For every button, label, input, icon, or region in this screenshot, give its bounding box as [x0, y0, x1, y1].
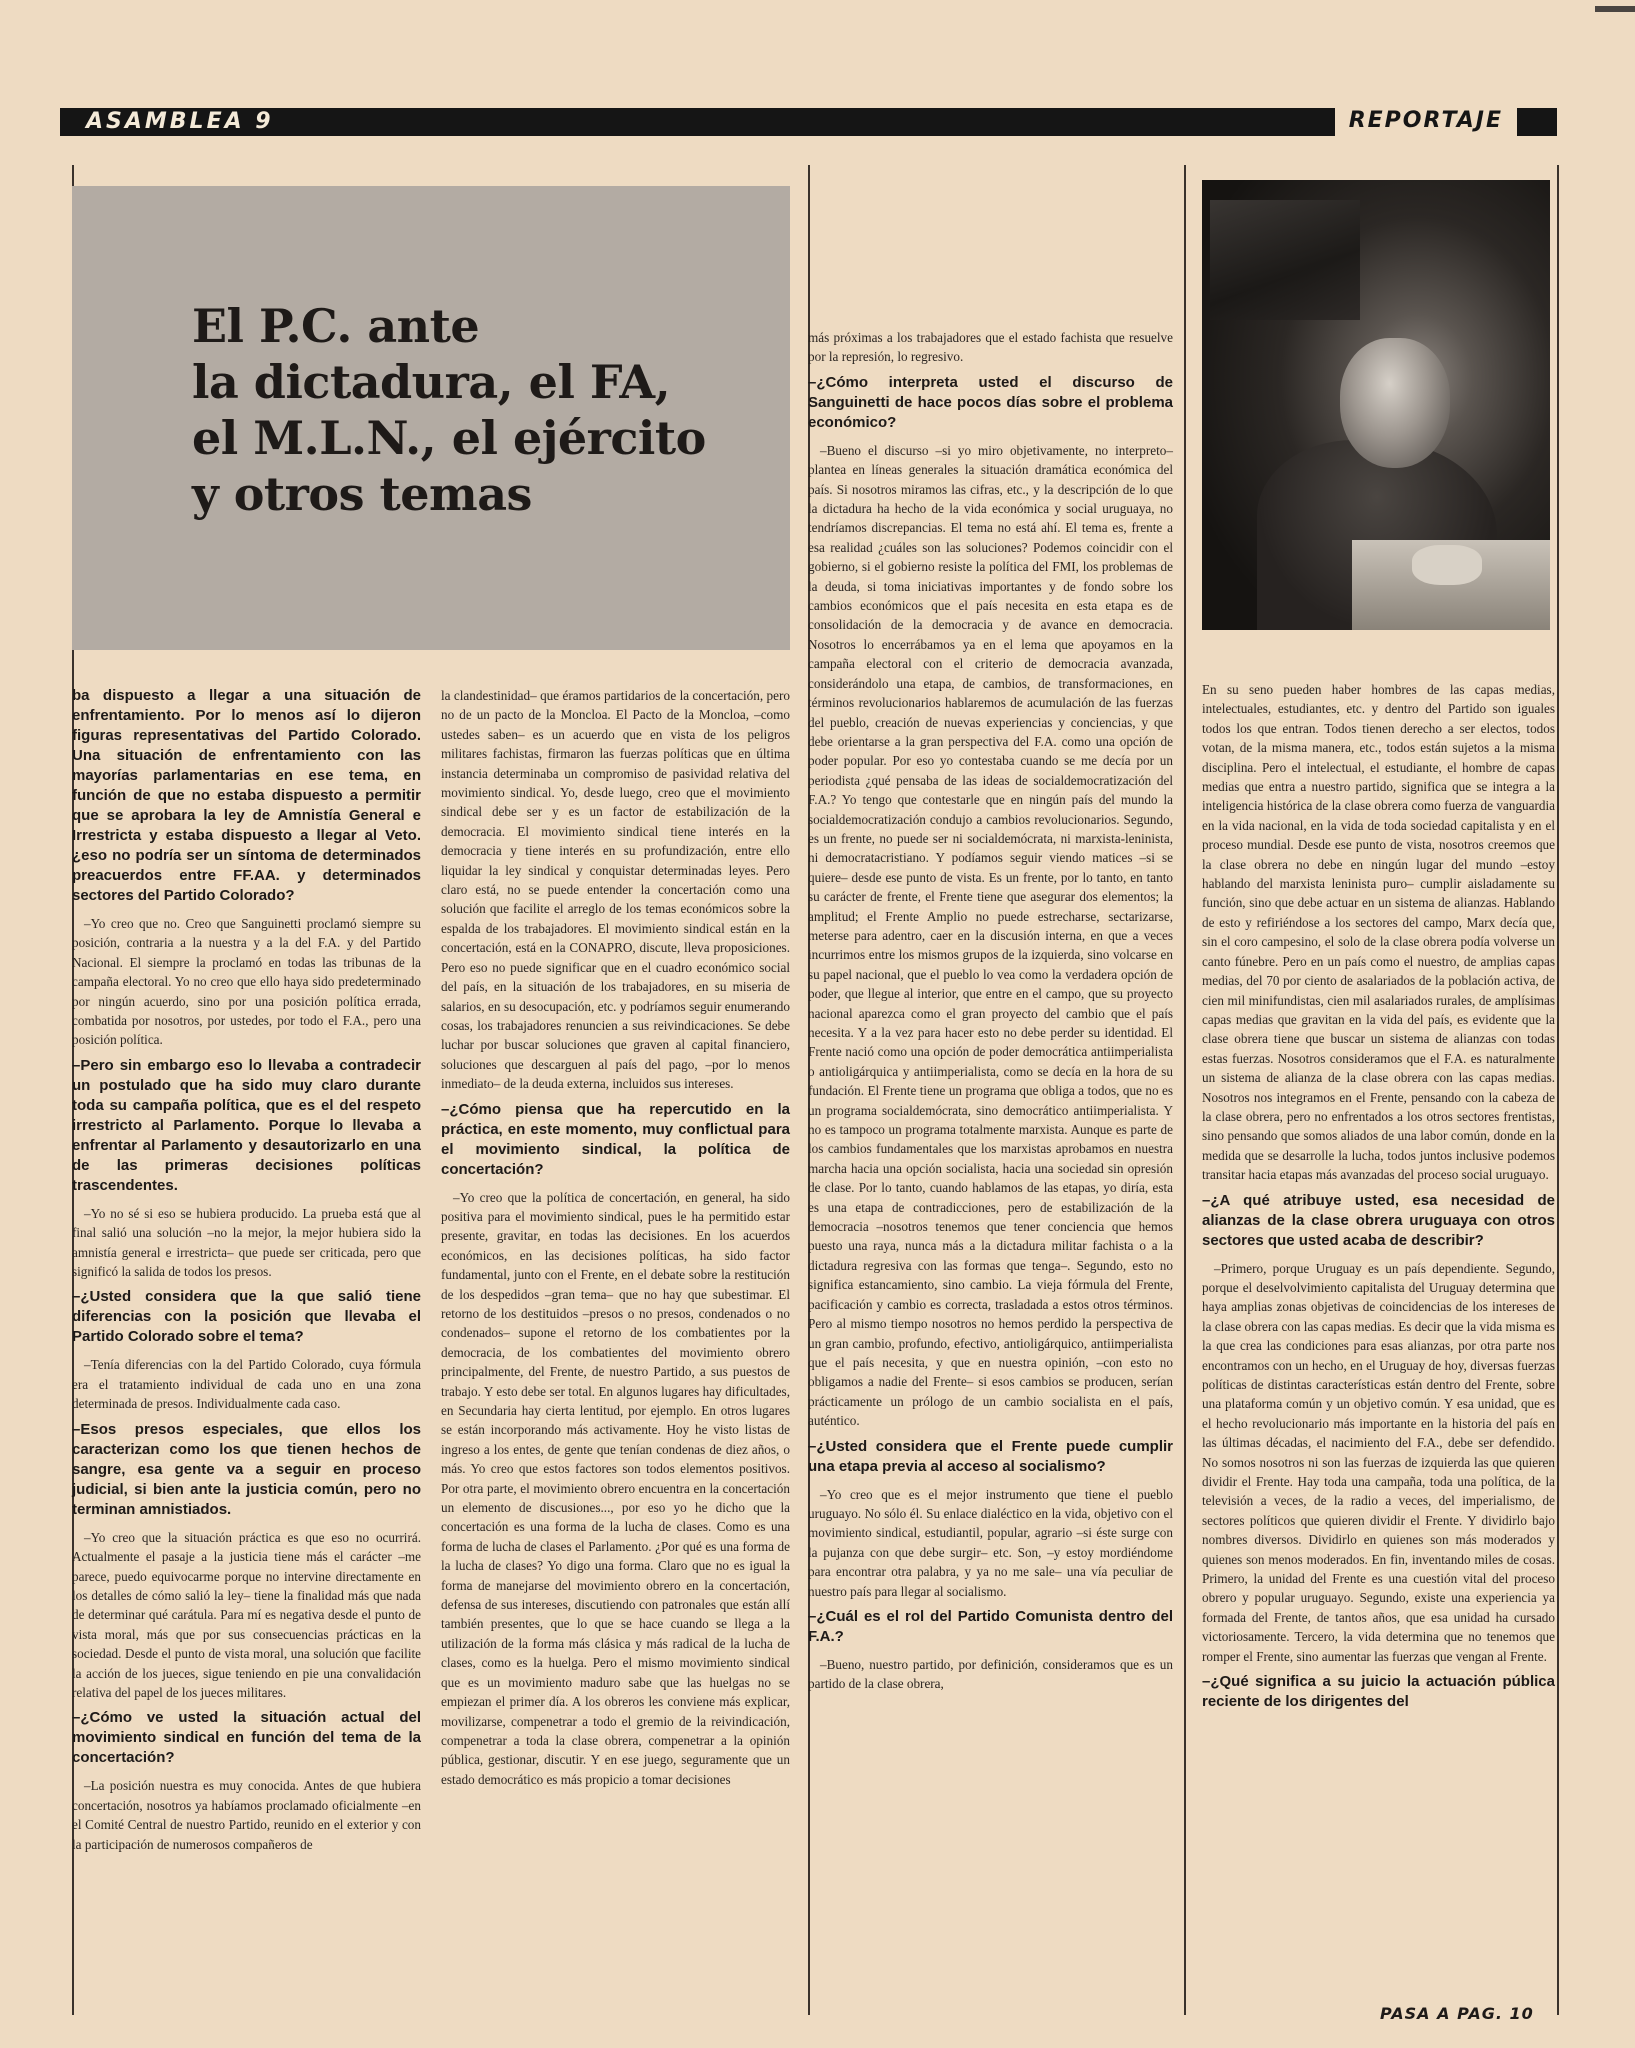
text-column-3 — [808, 328, 1173, 1698]
interview-answer: –Bueno, nuestro partido, por definición, consideramos que es un partido de la clase obrera, — [808, 1656, 1173, 1692]
headline — [192, 298, 706, 522]
page-edge-mark — [1595, 6, 1635, 12]
interview-question: –¿Usted considera que la que salió tiene diferencias con la posición que llevaba el Partido Colorado sobre el tema? — [72, 1288, 421, 1346]
interview-answer: –Yo creo que es el mejor instrumento que tiene el pueblo uruguayo. No sólo él. Su enlace dialéctico en la vida, objetivo con el movimiento sindical, estudiantil, popular, agrario –si éste surge con la pujanza con que debe surgir– etc. Son, –y estoy mordiéndome para encontrar otra palabra, y ya no me sale– una vía peculiar de nuestro país para llegar al socialismo. — [808, 1486, 1173, 1599]
interview-answer: –Bueno el discurso –si yo miro objetivamente, no interpreto– plantea en líneas generales la situación dramática económica del país. Si nosotros miramos las cifras, etc., y la descripción de lo que la dictadura ha hecho de la vida económica y social uruguaya, no tendríamos discrepancias. El tema no está ahí. El tema es, frente a esa realidad ¿cuáles son las soluciones? Podemos coincidir con el gobierno, si el gobierno resiste la política del FMI, los problemas de la deuda, si toma iniciativas importantes y de fondo sobre los cambios económicos que el país necesita en esta etapa es de consolidación de la democracia y de avance en democracia. Nosotros lo encerrábamos ya en el lema que apoyamos en la campaña electoral con el criterio de democracia avanzada, considerándolo una etapa, de cambios, de transformaciones, en términos revolucionarios hablaremos de acumulación de las fuerzas del pueblo, creación de nuevas experiencias y conciencias, y que debe orientarse a la gran perspectiva del F.A. como una opción de poder popular. Por eso yo contestaba cuando se me decía por un periodista ¿qué pensaba de las ideas de socialdemocratización del F.A.? Yo tengo que contestarle que en ningún país del mundo la socialdemocratización condujo a cambios revolucionarios. Segundo, es un frente, no puede ser ni socialdemócrata, ni marxista-leninista, ni democratacristiano. Y podíamos seguir viendo matices –si se quiere– desde ese punto de vista. Es un frente, por lo tanto, en tanto su carácter de frente, el Frente tiene que asegurar dos elementos; la amplitud; el Frente Amplio no puede estrecharse, sectarizarse, meterse para adentro, caer en la discusión interna, en que a veces incurrimos entre los mismos grupos de la izquierda, sino volcarse en su papel nacional, que el pueblo lo vea como la verdadera opción de poder, que llegue al interior, que entre en el campo, que su proyecto nacional aparezca como el gran proyecto del cambio que el país necesita. Y a la vez para hacer esto no debe perder su identidad. El Frente nació como una opción de poder democrática antiimperialista o antioligárquica y antiimperialista, como se decía en la hora de su fundación. El Frente tiene un programa que obliga a todos, que no es un programa socialdemócrata, sino democrático antiimperialista. Y no es tampoco un programa totalmente marxista. Aunque es parte de los cambios fundamentales que los marxistas aprobamos en nuestra marcha hacia una opción socialista, hacia una sociedad sin opresión de clase. Por lo tanto, cuando hablamos de las etapas, yo diría, esta es una etapa de contradicciones, pero de estabilización de la democracia –nosotros tenemos que tener conciencia que hemos puesto una raya, nunca más a la dictadura militar fachista o a la dictadura regresiva con las formas que tenga–. Segundo, esto no significa estancamiento, sino cambio. La vieja fórmula del Frente, pacificación y cambio es correcta, trasladada a estos otros términos. Pero al mismo tiempo nosotros no hemos perdido la perspectiva de un gran cambio, profundo, efectivo, antioligárquico, antiimperialista que el país necesita, y que en nuestra opinión, –con esto no obligamos a nadie del Frente– si esos cambios se producen, serían prácticamente un prólogo de un cambio socialista en el país, auténtico. — [808, 442, 1173, 1429]
interview-answer: –Primero, porque Uruguay es un país dependiente. Segundo, porque el deselvolvimiento capitalista del Uruguay determina que haya amplias zonas objetivas de coincidencias de los intereses de la clase obrera con las capas medias. Es decir que la vida misma es la que crea las condiciones para esas alianzas, por otra parte nos encontramos con un hecho, en el Uruguay de hoy, diversas fuerzas políticas de distintas características están dentro del Frente, sobre una plataforma común y un objetivo común. Y esa unidad, que es el hecho revolucionario más importante en la historia del país en las últimas décadas, el nacimiento del F.A., debe ser defendido. No somos nosotros ni son las fuerzas de izquierda las que quieren dividir el Frente. Hay toda una campaña, toda una política, de la televisión a veces, de la radio a veces, del imperialismo, de sectores políticos que quieren dividir el Frente. Y dividirlo bajo nombres diversos. Dividirlo en quienes son más moderados y quienes son menos moderados. En fin, inventando miles de cosas. Primero, la unidad del Frente es una cuestión vital del proceso obrero y popular uruguayo. Segundo, existe una experiencia ya formada del Frente, de tantos años, que esa unidad ha cursado victoriosamente. Tercero, la vida determina que no tenemos que romper el Frente, sino aumentar las fuerzas que vengan al Frente. — [1202, 1260, 1555, 1664]
section-label-right: REPORTAJE — [1335, 106, 1517, 136]
interview-question: –¿Cuál es el rol del Partido Comunista dentro del F.A.? — [808, 1607, 1173, 1645]
headline-line: la dictadura, el FA, — [192, 355, 671, 409]
text-column-2 — [441, 686, 790, 1793]
interview-question: –¿Usted considera que el Frente puede cumplir una etapa previa al acceso al socialismo? — [808, 1437, 1173, 1475]
interview-answer: –Tenía diferencias con la del Partido Colorado, cuya fórmula era el tratamiento individual de cada uno en una zona determinada de presos. Individualmente cada caso. — [72, 1357, 421, 1412]
headline-line: el M.L.N., el ejército — [192, 411, 706, 465]
text-column-1 — [72, 686, 421, 1858]
section-label-left: ASAMBLEA 9 — [86, 109, 274, 134]
photo-hands — [1412, 545, 1482, 585]
interview-question: –¿A qué atribuye usted, esa necesidad de alianzas de la clase obrera uruguaya con otros sectores que usted acaba de describir? — [1202, 1191, 1555, 1249]
interview-answer: –La posición nuestra es muy conocida. Antes de que hubiera concertación, nosotros ya habíamos proclamado oficialmente –en el Comité Central de nuestro Partido, reunido en el exterior y con la participación de numerosos compañeros de — [72, 1778, 421, 1852]
interview-answer: –Yo creo que la política de concertación, en general, ha sido positiva para el movimiento sindical, pues le ha permitido estar presente, gravitar, en todas las decisiones. En los acuerdos económicos, en las decisiones políticas, ha sido factor fundamental, junto con el Frente, en el debate sobre la restitución de los despedidos –gran tema– que no hay que subestimar. El retorno de los destituidos –presos o no presos, condenados o no condenados– supone el retorno de los combatientes por la democracia, de los combatientes del movimiento obrero principalmente, del Frente, de nuestro Partido, a sus puestos de trabajo. Y esto debe ser total. En algunos lugares hay dificultades, en Secundaria hay cierta lentitud, por ejemplo. En otros lugares se están incorporando más activamente. Hoy he visto listas de ingreso a los entes, de gente que tenían condenas de diez años, o más. Yo creo que estos factores son todos elementos positivos. Por otra parte, el movimiento obrero encuentra en la concertación un elemento de discusiones..., por eso yo he dicho que la concertación es una forma de la lucha de clases. Como es una forma de lucha de clases el Parlamento. ¿Por qué es una forma de la lucha de clases? Yo digo una forma. Claro que no es igual la forma de manejarse del movimiento obrero en la concertación, defensa de sus intereses, discutiendo con patronales que están allí también presentes, que lo que se hace cuando se llega a la utilización de la forma más clásica y más radical de la lucha de clases, como es la huelga. Pero el mismo movimiento sindical que es un movimiento maduro sabe que las huelgas no se empiezan el primer día. A los obreros les conviene más explicar, movilizarse, compenetrar a todo el gremio de la reivindicación, compenetrar a toda la clase obrera, compenetrar a la opinión pública, gestionar, discutir. Y en ese juego, seguramente que un estado democrático es más propicio a tomar decisiones — [441, 1189, 790, 1787]
interview-question: –¿Cómo piensa que ha repercutido en la práctica, en este momento, muy conflictual para el movimiento sindical, la política de concertación? — [441, 1100, 790, 1178]
interviewee-photo — [1202, 180, 1550, 630]
interview-question: ba dispuesto a llegar a una situación de enfrentamiento. Por lo menos así lo dijeron figuras representativas del Partido Colorado. Una situación de enfrentamiento con las mayorías parlamentarias en ese tema, en función de que no estaba dispuesto a permitir que se aprobara la ley de Amnistía General e Irrestricta y estaba dispuesto a llegar al Veto. ¿eso no podría ser un síntoma de determinados preacuerdos entre FF.AA. y determinados sectores del Partido Colorado? — [72, 687, 421, 904]
interview-question: –¿Cómo ve usted la situación actual del movimiento sindical en función del tema de la concertación? — [72, 1709, 421, 1767]
column-rule-3 — [1184, 165, 1186, 2015]
photo-background — [1210, 200, 1360, 320]
text-column-4 — [1202, 680, 1555, 1720]
interview-question: –¿Qué significa a su juicio la actuación pública reciente de los dirigentes del — [1202, 1673, 1555, 1711]
interview-answer: la clandestinidad– que éramos partidarios de la concertación, pero no de un pacto de la Moncloa. El Pacto de la Moncloa, –como ustedes saben– es un acuerdo que en vista de los peligros militares fachistas, firmaron las fuerzas políticas que en última instancia determinaba un compromiso de pasividad relativa del movimiento sindical. Yo, desde luego, creo que el movimiento sindical debe ser y es un factor de estabilización de la democracia. El movimiento sindical tiene interés en la democracia y tiene interés en su profundización, entre ello liquidar la ley sindical y conquistar determinadas leyes. Pero claro está, no se puede entender la concertación como una solución que facilite el arreglo de los temas económicos sobre la espalda de los trabajadores. El movimiento sindical están en la concertación, está en la CONAPRO, discute, lleva proposiciones. Pero eso no puede significar que en el cuadro económico social del país, en la situación de los trabajadores, en su miseria de salarios, en su desocupación, etc. y podríamos seguir enumerando cosas, los trabajadores renuncien a sus reivindicaciones. Se debe luchar por buscar soluciones que graven al capital financiero, soluciones que descarguen al país del pago, –por lo menos inmediato– de la deuda externa, incluidos sus intereses. — [441, 688, 790, 1092]
interview-question: –Esos presos especiales, que ellos los caracterizan como los que tienen hechos de sangre, esa gente va a seguir en proceso judicial, si bien ante la justicia común, pero no terminan amnistiados. — [72, 1420, 421, 1518]
interview-answer: –Yo creo que la situación práctica es que eso no ocurrirá. Actualmente el pasaje a la justicia tiene más el carácter –me parece, puedo equivocarme porque no intervine directamente en los detalles de cómo salió la ley– tiene la finalidad más que nada de determinar qué carátula. Para mí es negativa desde el punto de vista moral, más que por sus consecuencias prácticas en la sociedad. Desde el punto de vista moral, una solución que facilite la acción de los jueces, sigue teniendo en pie una convalidación relativa del papel de los jueces militares. — [72, 1529, 421, 1700]
interview-answer: –Yo no sé si eso se hubiera producido. La prueba está que al final salió una solución –no la mejor, la mejor hubiera sido la amnistía general e irrestricta– que puede ser criticada, pero que significó la salida de todos los presos. — [72, 1205, 421, 1280]
section-banner — [60, 108, 1557, 136]
column-rule-4 — [1557, 165, 1559, 2015]
interview-question: –Pero sin embargo eso lo llevaba a contradecir un postulado que ha sido muy claro durante toda su campaña política, que es el del respeto irrestricto al Parlamento. Porque lo llevaba a enfrentar al Parlamento y desautorizarlo en una de las primeras decisiones políticas trascendentes. — [72, 1056, 421, 1194]
continuation-note: PASA A PAG. 10 — [1380, 2004, 1534, 2023]
photo-figure-head — [1340, 338, 1450, 468]
headline-line: y otros temas — [192, 467, 532, 521]
interview-answer: En su seno pueden haber hombres de las capas medias, intelectuales, estudiantes, etc. y dentro del Partido son iguales todos los que entran. Todos tienen derecho a ser electos, todos votan, de la misma manera, etc., todos están sujetos a la misma disciplina. Pero el intelectual, el estudiante, el hombre de capas medias que entra a nuestro partido, significa que se integra a la inteligencia histórica de la clase obrera como fuerza de vanguardia en la vida nacional, en la vida de toda sociedad capitalista y en el proceso mundial. Desde ese punto de vista, nosotros creemos que la clase obrera no debe en ningún lugar del mundo –estoy hablando del marxista leninista puro– cumplir aisladamente su función, sino que debe actuar en un sistema de alianzas. Hablando de esto y refiriéndose a los sectores del campo, Marx decía que, sin el coro campesino, el solo de la clase obrera podía volverse un canto fúnebre. Pero en un país como el nuestro, de amplias capas medias, del 70 por ciento de asalariados de la población activa, de cien mil minifundistas, cien mil asalariados rurales, de amplísimas capas medias que gravitan en la vida del país, es evidente que la clase obrera tiene que buscar un sistema de alianzas con todas estas fuerzas. Nosotros consideramos que el F.A. es naturalmente un sistema de alianza de la clase obrera con las capas medias. Nosotros nos integramos en el Frente, pensando con la cabeza de la clase obrera, pero no enfrentados a los otros sectores frentistas, sino pensando que somos aliados de una labor común, donde en la medida que se desarrolle la lucha, todos juntos inclusive podemos transitar hacia etapas más avanzadas del proceso social uruguayo. — [1202, 682, 1555, 1183]
interview-question: –¿Cómo interpreta usted el discurso de Sanguinetti de hace pocos días sobre el problema económico? — [808, 373, 1173, 431]
headline-box — [72, 186, 790, 650]
interview-answer: más próximas a los trabajadores que el estado fachista que resuelve por la represión, lo regresivo. — [808, 330, 1173, 365]
interview-answer: –Yo creo que no. Creo que Sanguinetti proclamó siempre su posición, contraria a la nuestra y a la del F.A. y del Partido Nacional. El siempre la proclamó en todas las tribunas de la campaña electoral. Yo no creo que ello haya sido predeterminado por ningún acuerdo, sino por una posición política errada, combatida por nosotros, por ustedes, por todo el F.A., pero una posición política. — [72, 916, 421, 1048]
headline-line: El P.C. ante — [192, 299, 480, 353]
